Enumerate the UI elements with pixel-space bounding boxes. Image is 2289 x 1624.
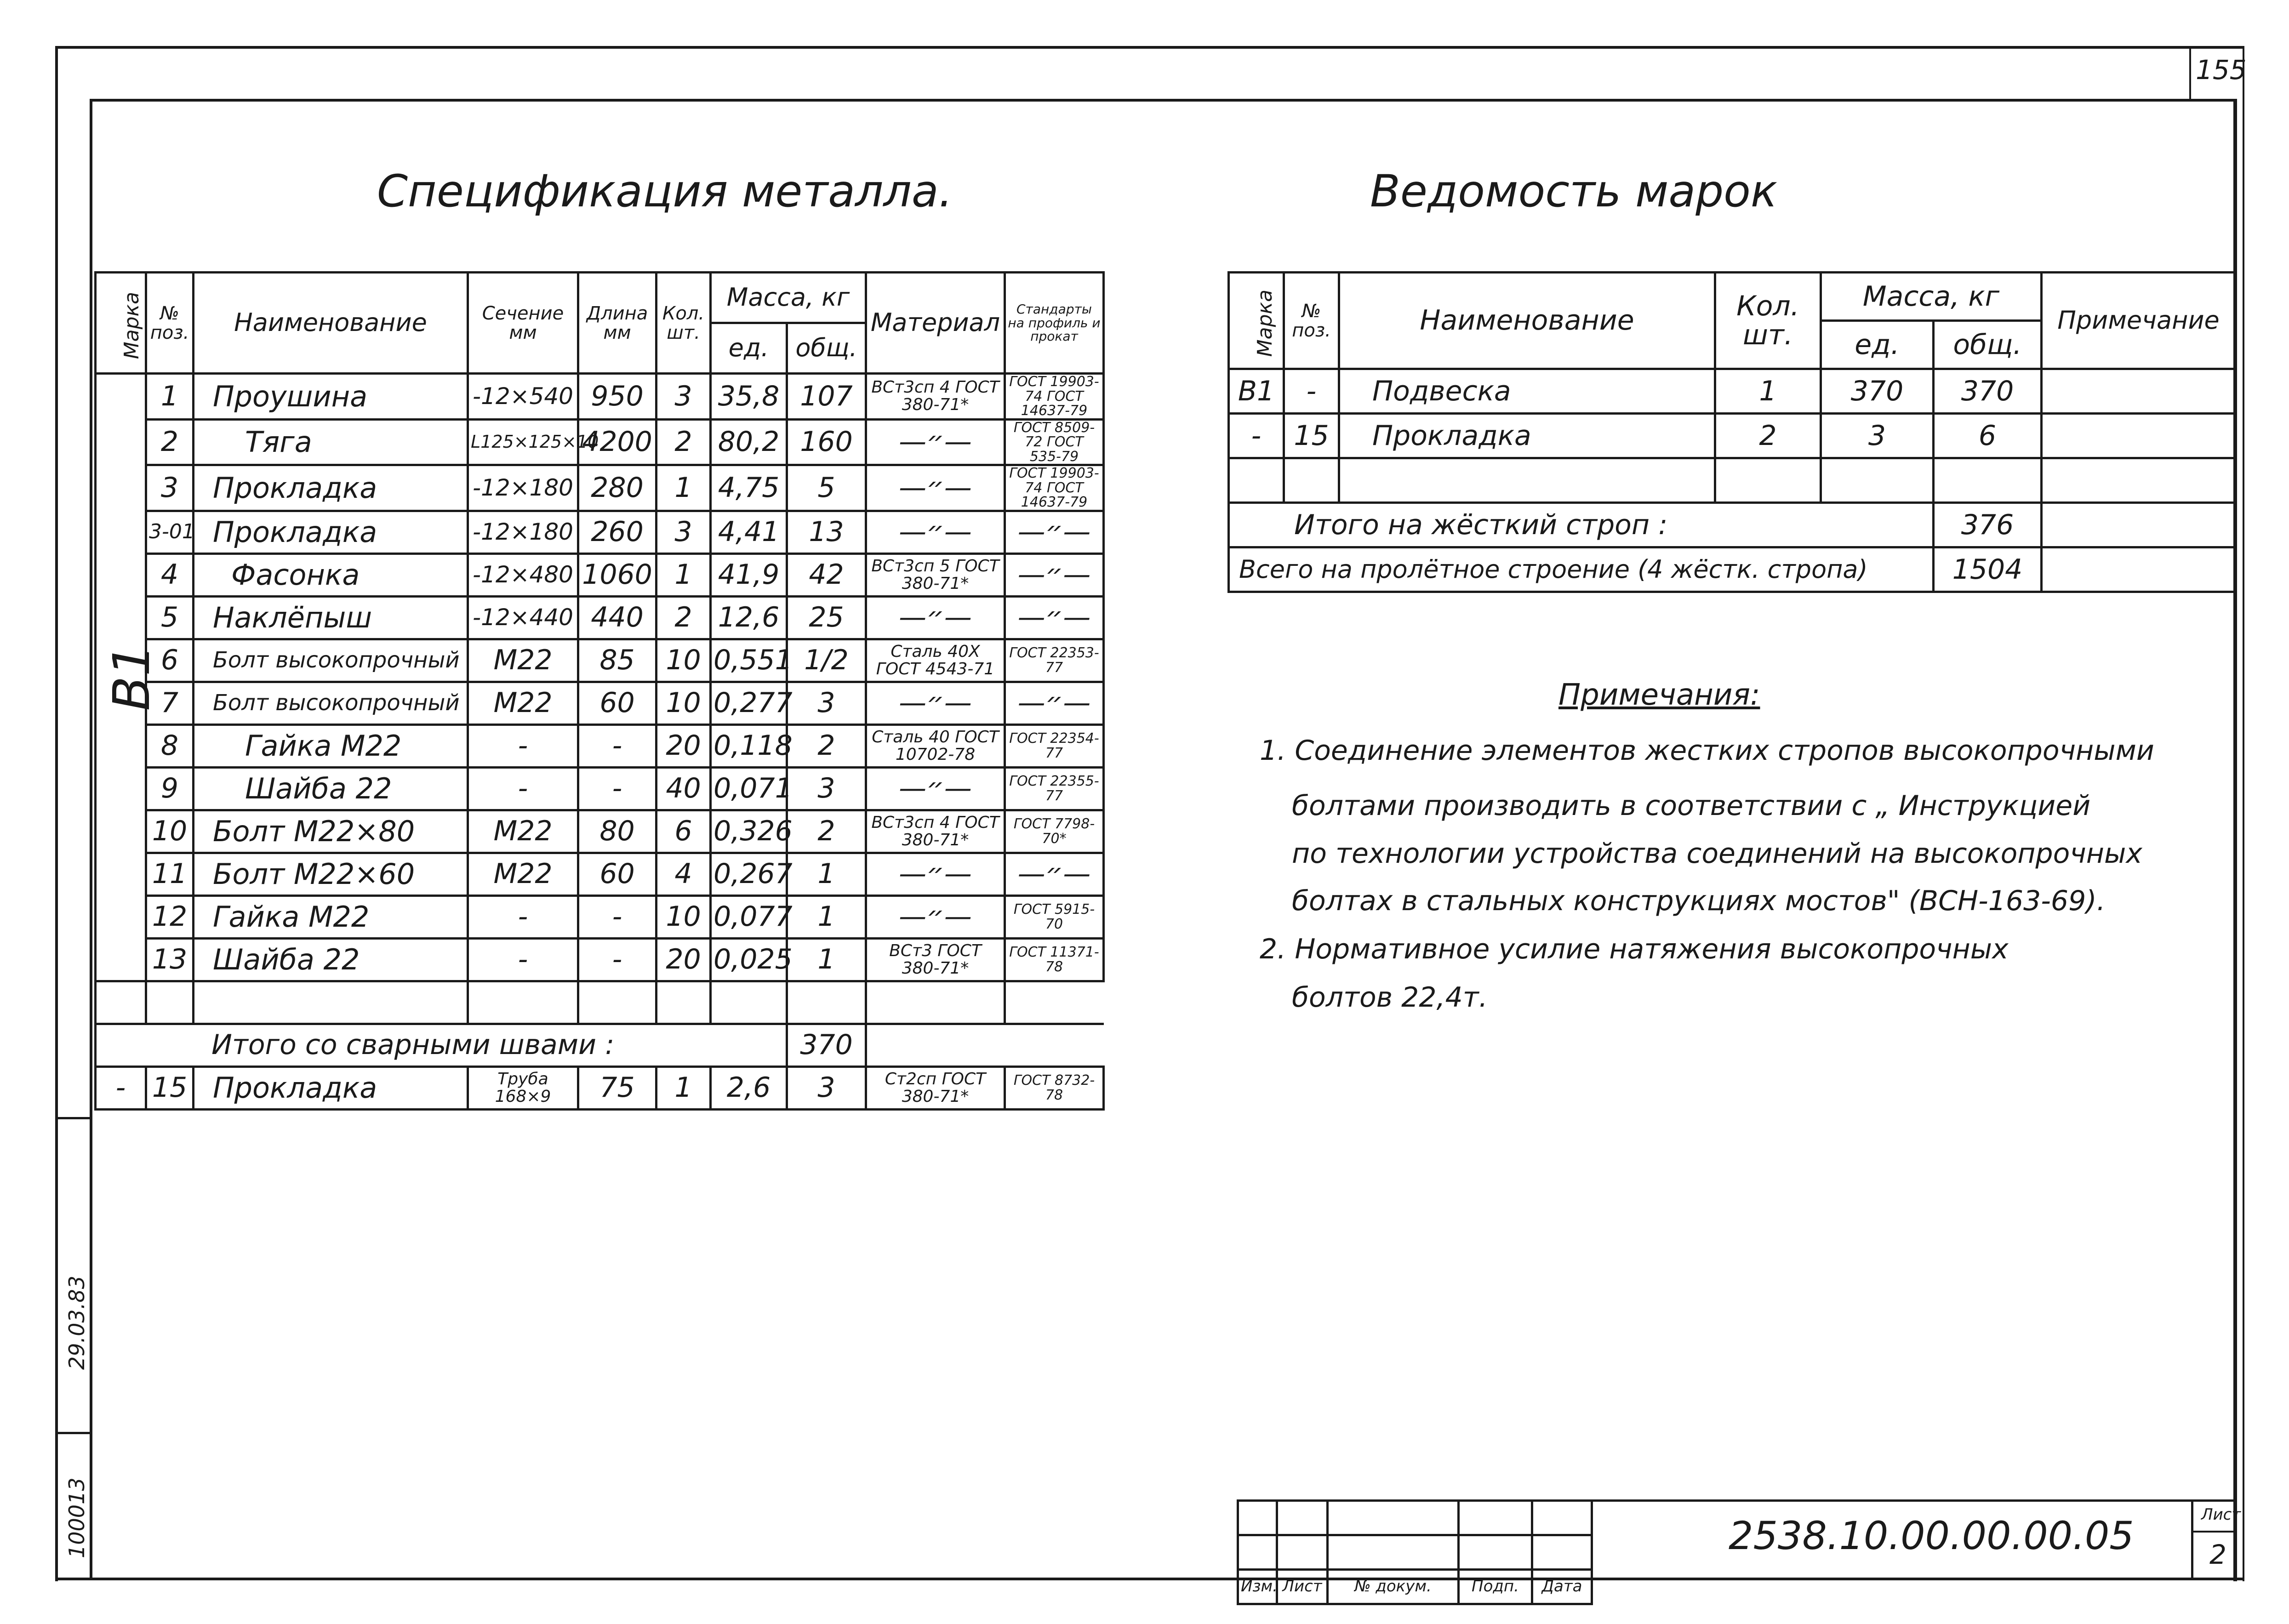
cell-qty: 10 (656, 682, 711, 724)
cell-standard: —״— (1005, 853, 1104, 895)
cell-section: L125×125×10 (468, 419, 578, 465)
marks-grand-total-row (1229, 547, 2236, 592)
cell-empty (96, 981, 146, 1024)
cell-unit-mass: 35,8 (711, 374, 787, 420)
table-row (96, 639, 1104, 682)
cell-total-mass: 13 (787, 511, 866, 553)
cell-name: Прокладка (194, 511, 468, 553)
cell-standard: —״— (1005, 596, 1104, 639)
table-row (96, 895, 1104, 938)
cell-material: —״— (866, 465, 1005, 511)
cell-total-mass: 3 (787, 767, 866, 810)
cell-section: - (468, 938, 578, 981)
cell-total-mass: 6 (1934, 414, 2042, 458)
cell-qty: 1 (656, 1066, 711, 1109)
table-row (96, 596, 1104, 639)
outer-frame-top (55, 46, 2243, 49)
cell-total-mass: 1 (787, 853, 866, 895)
cell-name: Болт высокопрочный (194, 682, 468, 724)
cell-qty: 2 (656, 419, 711, 465)
marks-header-qty: Кол. шт. (1715, 273, 1821, 369)
spec-group-mark-text: B1 (102, 644, 161, 711)
cell-standard: —״— (1005, 553, 1104, 596)
cell-standard: ГОСТ 5915-70 (1005, 895, 1104, 938)
stamp-label: № докум. (1328, 1570, 1459, 1604)
spec-header-section: Сечение мм (468, 273, 578, 374)
marks-header-name: Наименование (1339, 273, 1715, 369)
spec-subtotal-value: 370 (787, 1024, 866, 1066)
spec-header-mass-unit: ед. (711, 323, 787, 374)
cell-empty (1277, 1501, 1328, 1535)
cell-name: Прокладка (1339, 414, 1715, 458)
table-row (96, 767, 1104, 810)
margin-strip-right (90, 1117, 92, 1579)
cell-unit-mass: 12,6 (711, 596, 787, 639)
cell-length: 280 (578, 465, 656, 511)
cell-pos: 7 (146, 682, 194, 724)
cell-standard: ГОСТ 22353-77 (1005, 639, 1104, 682)
cell-unit-mass: 41,9 (711, 553, 787, 596)
cell-name: Проушина (194, 374, 468, 420)
cell-qty: 3 (656, 374, 711, 420)
cell-mark: - (1229, 414, 1284, 458)
cell-material: —״— (866, 596, 1005, 639)
spec-header-qty: Кол. шт. (656, 273, 711, 374)
spec-title: Спецификация металла. (377, 165, 953, 217)
cell-name: Прокладка (194, 1066, 468, 1109)
cell-section: - (468, 724, 578, 767)
cell-standard: ГОСТ 11371-78 (1005, 938, 1104, 981)
cell-empty (866, 1024, 1104, 1066)
table-row (96, 419, 1104, 465)
stamp-label: Изм. (1238, 1570, 1277, 1604)
spec-empty-row (96, 981, 1104, 1024)
cell-standard: ГОСТ 19903-74 ГОСТ 14637-79 (1005, 465, 1104, 511)
cell-qty: 1 (1715, 369, 1821, 414)
cell-material: ВСт3сп 4 ГОСТ 380-71* (866, 374, 1005, 420)
cell-length: 4200 (578, 419, 656, 465)
cell-mark: - (96, 1066, 146, 1109)
table-row (96, 724, 1104, 767)
cell-pos: 12 (146, 895, 194, 938)
cell-name: Шайба 22 (194, 938, 468, 981)
cell-empty (1238, 1501, 1277, 1535)
stamp-row (1238, 1535, 1592, 1570)
table-row (96, 853, 1104, 895)
cell-section: М22 (468, 682, 578, 724)
cell-standard: ГОСТ 7798-70* (1005, 810, 1104, 853)
marks-grand-value: 1504 (1934, 547, 2042, 592)
spec-header-name: Наименование (194, 273, 468, 374)
frame-bottom (55, 1578, 2243, 1580)
cell-pos: - (1284, 369, 1339, 414)
cell-empty (1459, 1501, 1532, 1535)
stamp-sheet-label: Лист (2201, 1505, 2241, 1524)
spec-header-material: Материал (866, 273, 1005, 374)
title-block-sheet-hline (2191, 1531, 2235, 1533)
cell-pos: 5 (146, 596, 194, 639)
cell-section: Труба 168×9 (468, 1066, 578, 1109)
cell-unit-mass: 80,2 (711, 419, 787, 465)
cell-unit-mass: 0,267 (711, 853, 787, 895)
cell-empty (1532, 1535, 1592, 1570)
cell-pos: 4 (146, 553, 194, 596)
cell-empty (194, 981, 468, 1024)
cell-length: 60 (578, 682, 656, 724)
cell-material: Ст2сп ГОСТ 380-71* (866, 1066, 1005, 1109)
cell-pos: 8 (146, 724, 194, 767)
cell-material: ВСт3 ГОСТ 380-71* (866, 938, 1005, 981)
cell-name: Прокладка (194, 465, 468, 511)
cell-empty (1328, 1535, 1459, 1570)
spec-table (94, 271, 1105, 1111)
marks-total-value: 376 (1934, 503, 2042, 547)
cell-note (2042, 414, 2236, 458)
spec-header-mass: Масса, кг (711, 273, 866, 323)
spec-header-row (96, 273, 1104, 323)
cell-name: Подвеска (1339, 369, 1715, 414)
cell-section: - (468, 767, 578, 810)
cell-empty (1934, 458, 2042, 503)
cell-pos: 15 (1284, 414, 1339, 458)
cell-unit-mass: 370 (1821, 369, 1934, 414)
marks-header-mark (1229, 273, 1284, 369)
cell-total-mass: 2 (787, 810, 866, 853)
cell-section: -12×540 (468, 374, 578, 420)
cell-mark: B1 (1229, 369, 1284, 414)
marks-total-label: Итого на жёсткий строп : (1229, 503, 1934, 547)
cell-material: ВСт3сп 5 ГОСТ 380-71* (866, 553, 1005, 596)
cell-empty (1238, 1535, 1277, 1570)
marks-total-row (1229, 503, 2236, 547)
cell-qty: 2 (1715, 414, 1821, 458)
spec-subtotal-label: Итого со сварными швами : (96, 1024, 787, 1066)
cell-total-mass: 1 (787, 895, 866, 938)
cell-length: 950 (578, 374, 656, 420)
cell-qty: 20 (656, 938, 711, 981)
stamp-label-row (1238, 1570, 1592, 1604)
cell-standard: ГОСТ 22354-77 (1005, 724, 1104, 767)
cell-empty (1277, 1535, 1328, 1570)
cell-name: Шайба 22 (194, 767, 468, 810)
cell-name: Болт высокопрочный (194, 639, 468, 682)
margin-strip-divider-2 (55, 1432, 92, 1434)
cell-name: Гайка М22 (194, 724, 468, 767)
cell-pos: 15 (146, 1066, 194, 1109)
spec-extra-row (96, 1066, 1104, 1109)
spec-subtotal-row (96, 1024, 1104, 1066)
cell-material: Сталь 40Х ГОСТ 4543-71 (866, 639, 1005, 682)
note-line: 2. Нормативное усилие натяжения высокопрочных (1260, 933, 2009, 965)
stamp-sheet-number: 2 (2209, 1539, 2226, 1570)
cell-pos: 3 (146, 465, 194, 511)
cell-total-mass: 25 (787, 596, 866, 639)
cell-total-mass: 370 (1934, 369, 2042, 414)
cell-pos: 10 (146, 810, 194, 853)
title-block-top (1591, 1499, 2234, 1502)
note-line: болтов 22,4т. (1292, 981, 1488, 1014)
marks-empty-row (1229, 458, 2236, 503)
cell-empty (1284, 458, 1339, 503)
cell-name: Болт М22×60 (194, 853, 468, 895)
cell-empty (1339, 458, 1715, 503)
cell-unit-mass: 4,75 (711, 465, 787, 511)
cell-material: —״— (866, 853, 1005, 895)
cell-empty (1715, 458, 1821, 503)
cell-section: -12×480 (468, 553, 578, 596)
cell-standard: ГОСТ 22355-77 (1005, 767, 1104, 810)
cell-name: Болт М22×80 (194, 810, 468, 853)
table-row (96, 682, 1104, 724)
cell-section: -12×440 (468, 596, 578, 639)
table-row (96, 938, 1104, 981)
cell-pos: 3-01 (146, 511, 194, 553)
cell-empty (2042, 458, 2236, 503)
outer-frame-left (55, 46, 58, 1581)
cell-empty (787, 981, 866, 1024)
sheet-number-box-left (2189, 46, 2191, 99)
margin-sign-date: 29.03.83 (64, 1276, 89, 1370)
note-line: по технологии устройства соединений на высокопрочных (1292, 838, 2142, 870)
marks-header-pos: № поз. (1284, 273, 1339, 369)
cell-empty (711, 981, 787, 1024)
cell-unit-mass: 4,41 (711, 511, 787, 553)
stamp-label: Лист (1277, 1570, 1328, 1604)
marks-header-mass: Масса, кг (1821, 273, 2042, 321)
inner-frame-top (90, 99, 2234, 102)
cell-standard: ГОСТ 8732-78 (1005, 1066, 1104, 1109)
cell-standard: ГОСТ 19903-74 ГОСТ 14637-79 (1005, 374, 1104, 420)
cell-total-mass: 160 (787, 419, 866, 465)
spec-header-standard: Стандарты на профиль и прокат (1005, 273, 1104, 374)
marks-title: Ведомость марок (1370, 165, 1777, 217)
cell-length: 60 (578, 853, 656, 895)
cell-total-mass: 3 (787, 682, 866, 724)
cell-section: -12×180 (468, 511, 578, 553)
cell-qty: 10 (656, 639, 711, 682)
cell-qty: 10 (656, 895, 711, 938)
cell-empty (1328, 1501, 1459, 1535)
note-line: 1. Соединение элементов жестких стропов высокопрочными (1260, 735, 2154, 767)
title-block-sheet-divider (2191, 1499, 2193, 1580)
cell-standard: ГОСТ 8509-72 ГОСТ 535-79 (1005, 419, 1104, 465)
marks-grand-label: Всего на пролётное строение (4 жёстк. стропа) (1229, 547, 1934, 592)
sheet-number: 155 (2196, 54, 2247, 85)
cell-length: 440 (578, 596, 656, 639)
cell-standard: —״— (1005, 682, 1104, 724)
cell-total-mass: 2 (787, 724, 866, 767)
cell-unit-mass: 0,025 (711, 938, 787, 981)
marks-header-mass-total: общ. (1934, 321, 2042, 369)
cell-empty (468, 981, 578, 1024)
cell-material: ВСт3сп 4 ГОСТ 380-71* (866, 810, 1005, 853)
table-row (1229, 369, 2236, 414)
cell-section: -12×180 (468, 465, 578, 511)
inner-frame-left (90, 99, 92, 1122)
cell-empty (1821, 458, 1934, 503)
cell-total-mass: 1/2 (787, 639, 866, 682)
marks-table (1227, 271, 2237, 593)
cell-total-mass: 3 (787, 1066, 866, 1109)
spec-header-mark (96, 273, 146, 374)
cell-material: —״— (866, 767, 1005, 810)
cell-qty: 40 (656, 767, 711, 810)
cell-empty (578, 981, 656, 1024)
cell-material: —״— (866, 682, 1005, 724)
cell-material: —״— (866, 419, 1005, 465)
cell-qty: 1 (656, 465, 711, 511)
spec-header-length: Длина мм (578, 273, 656, 374)
cell-length: 85 (578, 639, 656, 682)
cell-pos: 9 (146, 767, 194, 810)
cell-length: 75 (578, 1066, 656, 1109)
cell-unit-mass: 0,551 (711, 639, 787, 682)
cell-empty (1229, 458, 1284, 503)
margin-inventory-number: 100013 (64, 1477, 89, 1558)
cell-unit-mass: 0,118 (711, 724, 787, 767)
spec-header-mark-text: Марка (120, 291, 144, 359)
cell-total-mass: 5 (787, 465, 866, 511)
cell-unit-mass: 0,326 (711, 810, 787, 853)
cell-empty (146, 981, 194, 1024)
cell-length: - (578, 938, 656, 981)
marks-header-row (1229, 273, 2236, 321)
cell-qty: 3 (656, 511, 711, 553)
cell-material: —״— (866, 511, 1005, 553)
cell-name: Гайка М22 (194, 895, 468, 938)
cell-length: - (578, 724, 656, 767)
table-row (96, 511, 1104, 553)
cell-note (2042, 547, 2236, 592)
cell-pos: 2 (146, 419, 194, 465)
cell-unit-mass: 3 (1821, 414, 1934, 458)
margin-strip-divider-1 (55, 1117, 92, 1119)
cell-qty: 1 (656, 553, 711, 596)
cell-empty (866, 981, 1005, 1024)
cell-standard: —״— (1005, 511, 1104, 553)
cell-note (2042, 369, 2236, 414)
table-row (96, 553, 1104, 596)
cell-unit-mass: 2,6 (711, 1066, 787, 1109)
frame-right-outer (2243, 46, 2244, 1581)
cell-pos: 11 (146, 853, 194, 895)
cell-material: Сталь 40 ГОСТ 10702-78 (866, 724, 1005, 767)
cell-total-mass: 107 (787, 374, 866, 420)
cell-unit-mass: 0,277 (711, 682, 787, 724)
cell-name: Фасонка (194, 553, 468, 596)
cell-length: 80 (578, 810, 656, 853)
cell-note (2042, 503, 2236, 547)
cell-length: 1060 (578, 553, 656, 596)
cell-pos: 6 (146, 639, 194, 682)
table-row (96, 374, 1104, 420)
note-line: болтах в стальных конструкциях мостов" (ВСН-163-69). (1292, 885, 2106, 917)
cell-empty (656, 981, 711, 1024)
marks-header-note: Примечание (2042, 273, 2236, 369)
cell-section: М22 (468, 639, 578, 682)
title-block-grid (1237, 1499, 1593, 1605)
document-code: 2538.10.00.00.00.05 (1729, 1513, 2134, 1558)
cell-unit-mass: 0,071 (711, 767, 787, 810)
cell-total-mass: 42 (787, 553, 866, 596)
cell-empty (1459, 1535, 1532, 1570)
table-row (1229, 414, 2236, 458)
notes-title: Примечания: (1558, 678, 1760, 712)
table-row (96, 810, 1104, 853)
stamp-label: Дата (1532, 1570, 1592, 1604)
cell-qty: 6 (656, 810, 711, 853)
cell-qty: 20 (656, 724, 711, 767)
marks-header-mark-text: Марка (1253, 289, 1277, 357)
note-line: болтами производить в соответствии с „ Инструкцией (1292, 790, 2091, 822)
spec-header-pos: № поз. (146, 273, 194, 374)
cell-section: М22 (468, 810, 578, 853)
cell-section: - (468, 895, 578, 938)
stamp-row (1238, 1501, 1592, 1535)
cell-qty: 4 (656, 853, 711, 895)
stamp-label: Подп. (1459, 1570, 1532, 1604)
cell-material: —״— (866, 895, 1005, 938)
cell-name: Тяга (194, 419, 468, 465)
cell-length: 260 (578, 511, 656, 553)
cell-total-mass: 1 (787, 938, 866, 981)
cell-name: Наклёпыш (194, 596, 468, 639)
cell-unit-mass: 0,077 (711, 895, 787, 938)
cell-qty: 2 (656, 596, 711, 639)
cell-pos: 1 (146, 374, 194, 420)
marks-header-mass-unit: ед. (1821, 321, 1934, 369)
spec-group-mark (96, 374, 161, 981)
cell-length: - (578, 895, 656, 938)
spec-header-mass-total: общ. (787, 323, 866, 374)
cell-empty (1532, 1501, 1592, 1535)
cell-length: - (578, 767, 656, 810)
cell-pos: 13 (146, 938, 194, 981)
table-row (96, 465, 1104, 511)
cell-section: М22 (468, 853, 578, 895)
